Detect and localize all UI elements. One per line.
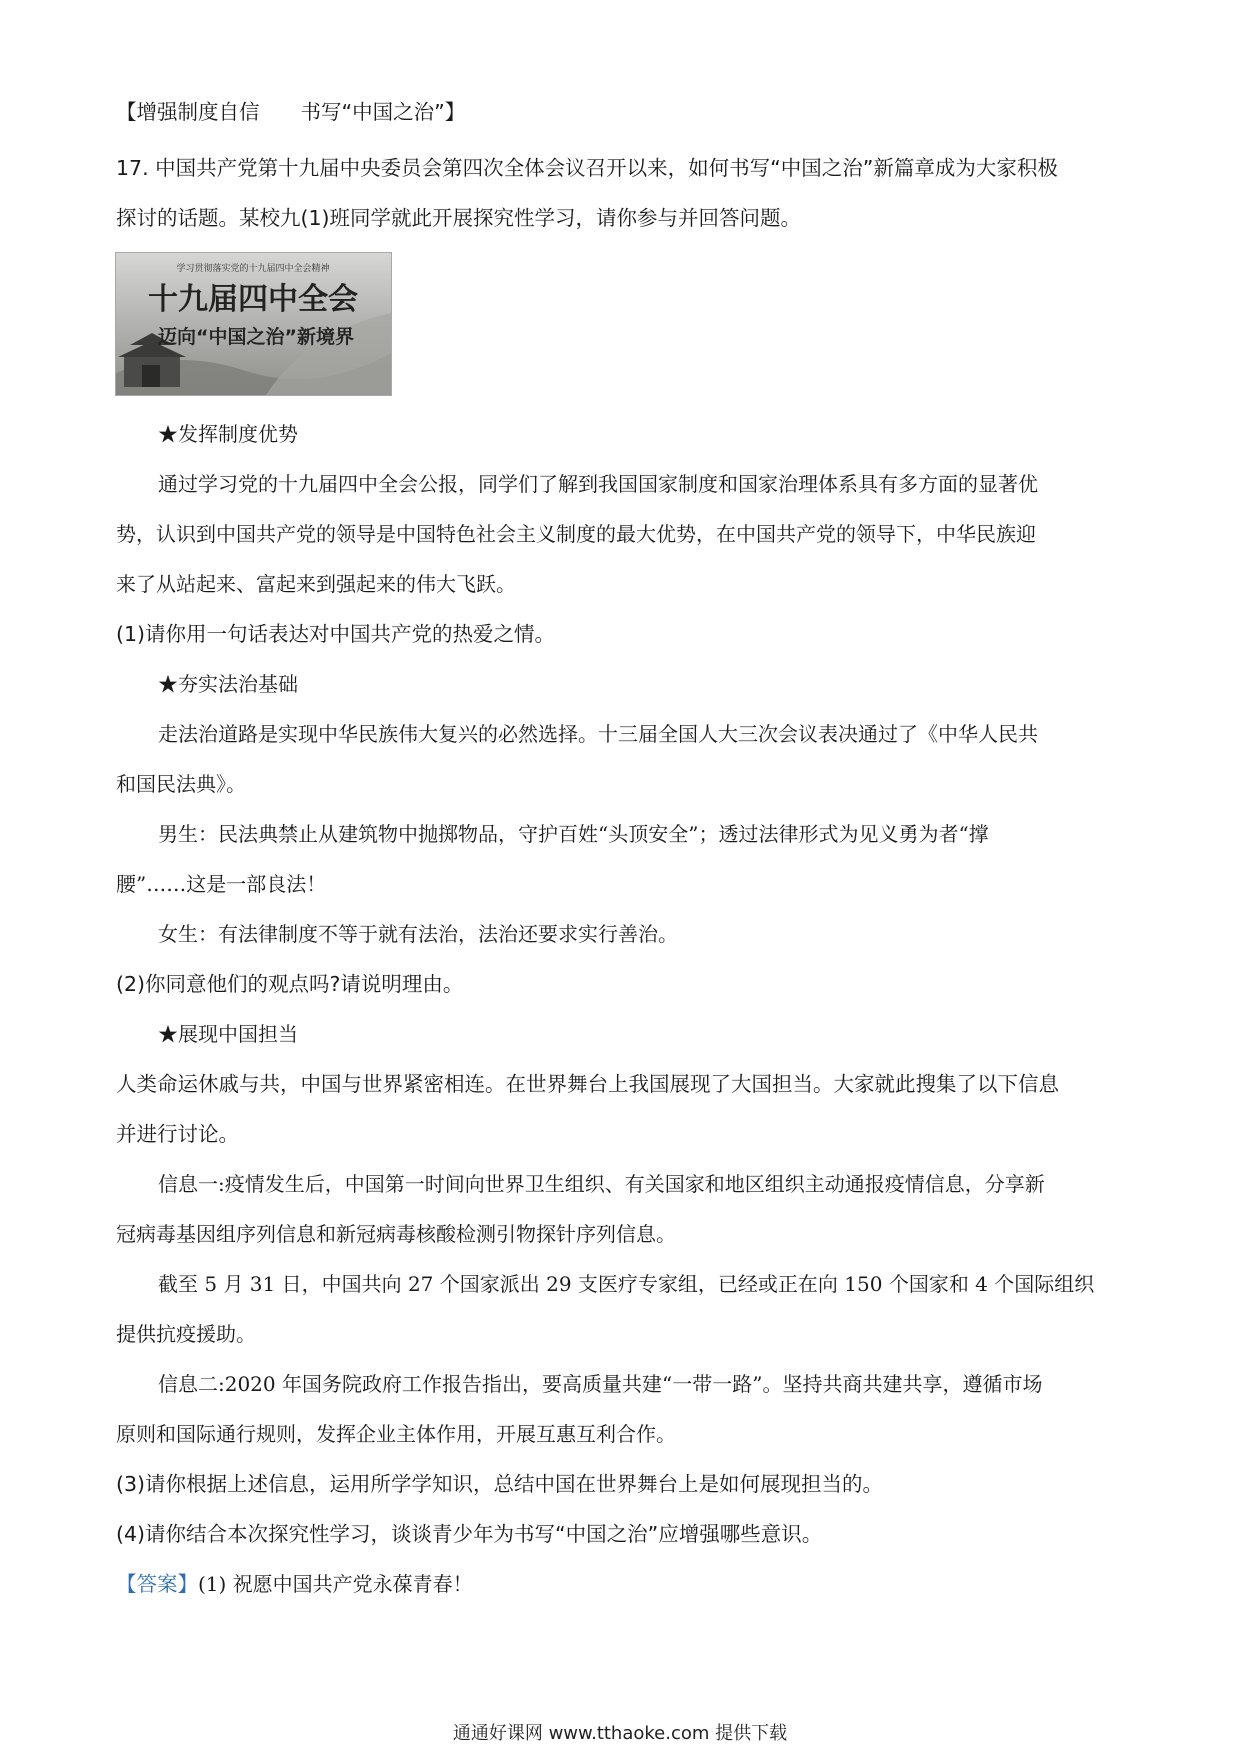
answer-line [116, 1570, 1132, 1598]
question-2: (2)你同意他们的观点吗?请说明理由。 [116, 972, 464, 996]
boy-statement-line-1: 男生：民法典禁止从建筑物中抛掷物品，守护百姓“头顶安全”；透过法律形式为见义勇为者“撑 [158, 822, 989, 846]
section3-heading: ★展现中国担当 [158, 1022, 298, 1046]
info1b-line-1: 截至 5 月 31 日，中国共向 27 个国家派出 29 支医疗专家组，已经或正在向 150 个国家和 4 个国际组织 [158, 1272, 1095, 1296]
info1b-line-2: 提供抗疫援助。 [116, 1322, 256, 1346]
banner-title-line-2: 迈向“中国之治”新境界 [158, 326, 354, 348]
banner-subtitle: 学习贯彻落实党的十九届四中全会精神 [176, 264, 330, 274]
section1-paragraph-line-2: 势，认识到中国共产党的领导是中国特色社会主义制度的最大优势，在中国共产党的领导下，中华民族迎 [116, 522, 1036, 546]
answer-label: 【答案】 [116, 1572, 198, 1596]
section2-paragraph-line-1: 走法治道路是实现中华民族伟大复兴的必然选择。十三届全国人大三次会议表决通过了《中华人民共 [158, 722, 1038, 746]
banner-graphic [116, 253, 391, 395]
section2-heading: ★夯实法治基础 [158, 672, 298, 696]
banner-image [115, 252, 392, 396]
answer-text: (1) 祝愿中国共产党永葆青春！ [198, 1572, 473, 1596]
info1-line-2: 冠病毒基因组序列信息和新冠病毒核酸检测引物探针序列信息。 [116, 1222, 676, 1246]
section2-paragraph-line-2: 和国民法典》。 [116, 772, 246, 796]
section1-paragraph-line-1: 通过学习党的十九届四中全会公报，同学们了解到我国国家制度和国家治理体系具有多方面的显著优 [158, 472, 1038, 496]
section1-paragraph-line-3: 来了从站起来、富起来到强起来的伟大飞跃。 [116, 572, 516, 596]
question-stem-line-2: 探讨的话题。某校九(1)班同学就此开展探究性学习，请你参与并回答问题。 [116, 206, 802, 230]
info1-line-1: 信息一:疫情发生后，中国第一时间向世界卫生组织、有关国家和地区组织主动通报疫情信息，分享新 [158, 1172, 1045, 1196]
info2-line-1: 信息二:2020 年国务院政府工作报告指出，要高质量共建“一带一路”。坚持共商共建共享，遵循市场 [158, 1372, 1043, 1396]
footer-text: 通通好课网 www.tthaoke.com 提供下载 [452, 1723, 788, 1744]
section1-heading: ★发挥制度优势 [158, 422, 298, 446]
section-title: 【增强制度自信 书写“中国之治”】 [116, 100, 466, 124]
question-stem-line-1: 17. 中国共产党第十九届中央委员会第四次全体会议召开以来，如何书写“中国之治”新篇章成为大家积极 [116, 156, 1058, 180]
info2-line-2: 原则和国际通行规则，发挥企业主体作用，开展互惠互利合作。 [116, 1422, 676, 1446]
boy-statement-line-2: 腰”……这是一部良法！ [116, 872, 327, 896]
section3-paragraph-line-2: 并进行讨论。 [116, 1122, 239, 1146]
question-4: (4)请你结合本次探究性学习，谈谈青少年为书写“中国之治”应增强哪些意识。 [116, 1522, 823, 1546]
question-3: (3)请你根据上述信息，运用所学学知识，总结中国在世界舞台上是如何展现担当的。 [116, 1472, 884, 1496]
girl-statement: 女生：有法律制度不等于就有法治，法治还要求实行善治。 [158, 922, 678, 946]
question-1: (1)请你用一句话表达对中国共产党的热爱之情。 [116, 622, 556, 646]
banner-title-line-1: 十九届四中全会 [148, 282, 358, 317]
section3-paragraph-line-1: 人类命运休戚与共，中国与世界紧密相连。在世界舞台上我国展现了大国担当。大家就此搜集了以下信息 [116, 1072, 1059, 1096]
